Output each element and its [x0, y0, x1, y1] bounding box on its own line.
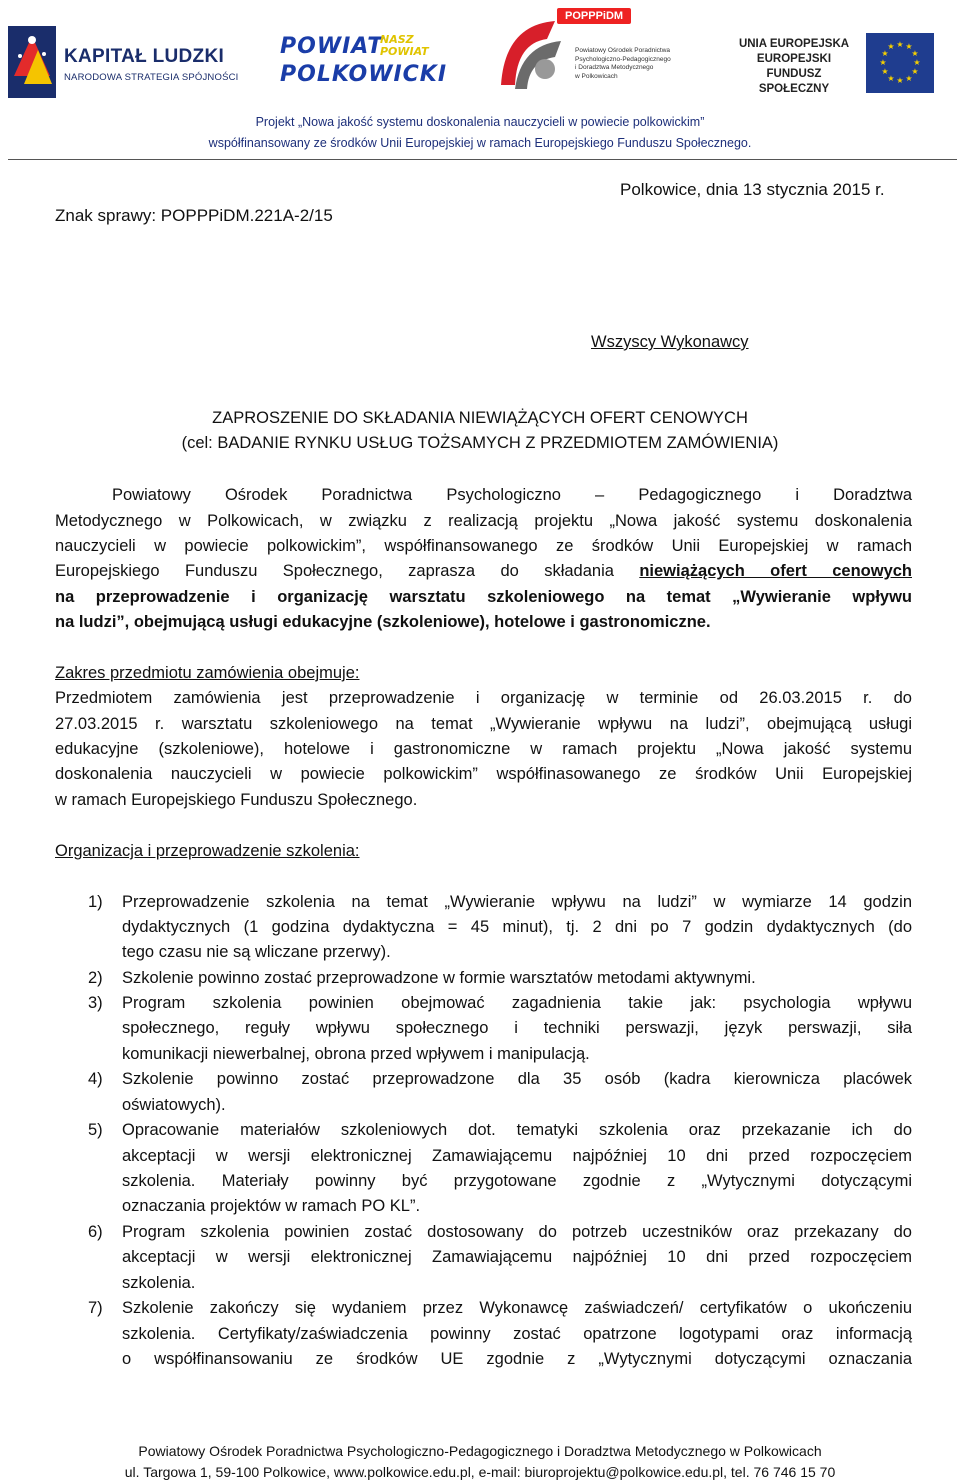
eu-text — [730, 37, 858, 97]
intro-text: Europejskiego Funduszu Społecznego, zaprasza do składania — [55, 562, 614, 580]
footer-line-2: ul. Targowa 1, 59-100 Polkowice, www.polkowice.edu.pl, e-mail: biuroprojektu@polkowice.edu.pl, tel. 76 746 15 70 — [124, 1464, 836, 1480]
popppidm-logo — [495, 5, 671, 95]
scope-line: Przedmiotem zamówienia jest przeprowadzenie i organizację w terminie od 26.03.2015 r. do — [55, 689, 912, 707]
document-subtitle: (cel: BADANIE RYNKU USŁUG TOŻSAMYCH Z PRZEDMIOTEM ZAMÓWIENIA) — [181, 434, 779, 452]
eu-logo — [730, 33, 960, 95]
popppidm-line: i Doradztwa Metodycznego — [575, 64, 654, 71]
svg-text:★: ★ — [887, 74, 895, 83]
list-item-line: Szkolenie zakończy się wydaniem przez Wykonawcę zaświadczeń/ certyfikatów o ukończeniu — [122, 1299, 912, 1317]
organization-heading: Organizacja i przeprowadzenie szkolenia: — [55, 842, 360, 860]
intro-line: na ludzi”, obejmującą usługi edukacyjne (szkoleniowe), hotelowe i gastronomiczne. — [55, 613, 711, 631]
list-item-line: Program szkolenia powinien obejmować zagadnienia takie jak: psychologia wpływu — [122, 994, 912, 1012]
popppidm-line: w Polkowicach — [575, 72, 618, 80]
list-item-number: 7) — [88, 1299, 103, 1317]
svg-text:★: ★ — [911, 67, 919, 76]
list-item-line: akceptacji w wersji elektronicznej Zamawiającemu najpóźniej 10 dni przed rozpoczęciem — [122, 1248, 912, 1266]
scope-line: 27.03.2015 r. warsztatu szkoleniowego na temat „Wywieranie wpływu na ludzi”, obejmującą usługi — [55, 715, 912, 733]
list-item-line: oznaczania projektów w ramach PO KL”. — [122, 1197, 421, 1215]
list-item-line: Szkolenie powinno zostać przeprowadzone w formie warsztatów metodami aktywnymi. — [122, 969, 756, 987]
list-item-line: szkolenia. — [122, 1274, 196, 1292]
addressee: Wszyscy Wykonawcy — [591, 333, 749, 351]
list-item-line: dydaktycznych (1 godzina dydaktyczna = 45 minut), tj. 2 dni po 7 godzin dydaktycznych (do — [122, 918, 912, 936]
intro-line — [55, 562, 912, 581]
list-item-number: 6) — [88, 1223, 103, 1241]
svg-text:★: ★ — [896, 76, 904, 85]
scope-heading: Zakres przedmiotu zamówienia obejmuje: — [55, 664, 360, 682]
document-title: ZAPROSZENIE DO SKŁADANIA NIEWIĄŻĄCYCH OFERT CENOWYCH — [212, 409, 748, 427]
eu-line: EUROPEJSKI — [756, 53, 832, 65]
list-item-number: 5) — [88, 1121, 103, 1139]
project-line-1: Projekt „Nowa jakość systemu doskonalenia nauczycieli w powiecie polkowickim” — [255, 115, 705, 129]
polkowicki-word: POLKOWICKI — [280, 62, 448, 87]
list-item-line: Program szkolenia powinien zostać dostosowany do potrzeb uczestników oraz przekazany do — [122, 1223, 912, 1241]
svg-text:★: ★ — [905, 74, 913, 83]
popppidm-line: Powiatowy Ośrodek Poradnictwa — [575, 47, 671, 54]
intro-line: Powiatowy Ośrodek Poradnictwa Psychologiczno – Pedagogicznego i Doradztwa — [112, 486, 912, 504]
scope-line: edukacyjne (szkoleniowe), hotelowe i gastronomiczne w ramach projektu „Nowa jakość systemu — [55, 740, 912, 758]
powiat-polkowicki-logo — [280, 33, 448, 90]
svg-text:★: ★ — [879, 58, 887, 67]
kapital-ludzki-title: KAPITAŁ LUDZKI — [64, 46, 225, 67]
popppidm-tag: POPPPiDM — [557, 8, 631, 24]
kapital-ludzki-logo — [8, 26, 238, 98]
nasz-powiat-word: NASZ POWIAT — [380, 33, 429, 58]
powiat-word: POWIAT — [280, 34, 384, 59]
header-divider — [8, 159, 957, 160]
list-item-line: Szkolenie powinno zostać przeprowadzone dla 35 osób (kadra kierownicza placówek — [122, 1070, 912, 1088]
list-item-line: szkolenia. Certyfikaty/zaświadczenia powinny zostać opatrzone logotypami oraz informacją — [122, 1325, 912, 1343]
svg-text:★: ★ — [881, 67, 889, 76]
list-item-line: tego czasu nie są wliczane przerwy). — [122, 943, 391, 961]
eu-flag-icon — [866, 33, 934, 93]
kapital-ludzki-subtitle: NARODOWA STRATEGIA SPÓJNOŚCI — [64, 72, 239, 83]
list-item-number: 3) — [88, 994, 103, 1012]
eu-line: UNIA EUROPEJSKA — [738, 38, 850, 50]
intro-line: na przeprowadzenie i organizację warsztatu szkoleniowego na temat „Wywieranie wpływu — [55, 588, 912, 606]
logo-header — [0, 0, 960, 105]
kapital-ludzki-mark-icon — [8, 26, 56, 98]
intro-line: nauczycieli w powiecie polkowickim”, współfinansowanego ze środków Unii Europejskiej w ramach — [55, 537, 912, 555]
svg-text:★: ★ — [887, 42, 895, 51]
svg-text:★: ★ — [881, 49, 889, 58]
scope-line: doskonalenia nauczycieli w powiecie polkowickim” współfinasowanego ze środków Unii Europejskiej — [55, 765, 912, 783]
scope-line: w ramach Europejskiego Funduszu Społecznego. — [55, 791, 418, 809]
list-item-line: akceptacji w wersji elektronicznej Zamawiającemu najpóźniej 10 dni przed rozpoczęciem — [122, 1147, 912, 1165]
list-item-line: społecznego, reguły wpływu społecznego i techniki perswazji, język perswazji, siła — [122, 1019, 912, 1037]
list-item-line: Przeprowadzenie szkolenia na temat „Wywieranie wpływu na ludzi” w wymiarze 14 godzin — [122, 893, 912, 911]
popppidm-description — [575, 47, 671, 81]
footer-line-1: Powiatowy Ośrodek Poradnictwa Psychologiczno-Pedagogicznego i Doradztwa Metodycznego w Polkowicach — [138, 1443, 822, 1459]
svg-text:★: ★ — [911, 49, 919, 58]
list-item-number: 4) — [88, 1070, 103, 1088]
list-item-number: 1) — [88, 893, 103, 911]
popppidm-emblem-icon — [495, 15, 571, 95]
popppidm-line: Psychologiczno-Pedagogicznego — [575, 55, 671, 63]
project-line-2: współfinansowany ze środków Unii Europejskiej w ramach Europejskiego Funduszu Społecznego. — [208, 136, 752, 150]
intro-emphasis: niewiążących ofert cenowych — [639, 562, 912, 580]
list-item-line: Opracowanie materiałów szkoleniowych dot. tematyki szkolenia oraz przekazanie ich do — [122, 1121, 912, 1139]
case-number: Znak sprawy: POPPPiDM.221A-2/15 — [55, 206, 333, 225]
place-date: Polkowice, dnia 13 stycznia 2015 r. — [620, 180, 885, 199]
eu-line: FUNDUSZ SPOŁECZNY — [758, 68, 830, 95]
svg-text:★: ★ — [905, 42, 913, 51]
list-item-line: szkolenia. Materiały powinny być przygotowane zgodnie z „Wytycznymi dotyczącymi — [122, 1172, 912, 1190]
list-item-line: oświatowych). — [122, 1096, 226, 1114]
list-item-line: o współfinansowaniu ze środków UE zgodnie z „Wytycznymi dotyczącymi oznaczania — [122, 1350, 912, 1368]
intro-line: Metodycznego w Polkowicach, w związku z realizacją projektu „Nowa jakość systemu doskonalenia — [55, 512, 912, 530]
svg-text:★: ★ — [896, 40, 904, 49]
svg-text:★: ★ — [913, 58, 921, 67]
list-item-line: komunikacji niewerbalnej, obrona przed wpływem i manipulacją. — [122, 1045, 590, 1063]
list-item-number: 2) — [88, 969, 103, 987]
